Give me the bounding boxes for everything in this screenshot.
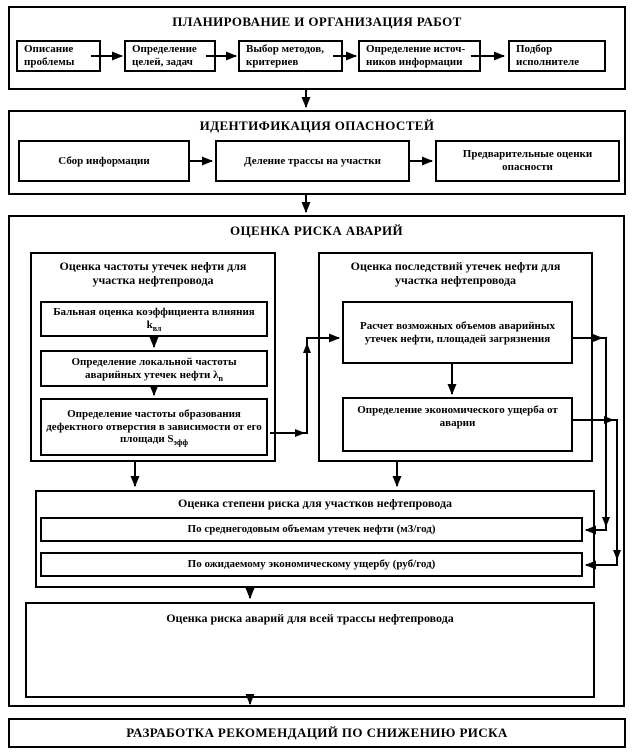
step-text: Бальная оценка коэффициента влияния — [53, 306, 255, 319]
section-identification — [8, 110, 626, 195]
step-label: Определение источ-ников информации — [366, 43, 466, 68]
step-influence-coefficient — [40, 301, 268, 337]
formula-subscript: эфф — [173, 438, 189, 448]
step-preliminary-assessment — [435, 140, 620, 182]
step-text: Определение частоты образования дефектного отверстия в зависимости от его площади — [46, 407, 262, 446]
step-define-sources — [358, 40, 481, 72]
step-economic-damage — [342, 397, 573, 452]
step-label: Выбор методов, критериев — [246, 43, 324, 68]
step-label: Сбор информации — [58, 154, 150, 167]
panel-leak-frequency — [30, 252, 276, 462]
criterion-label: По среднегодовым объемам утечек нефти (м3/год) — [187, 523, 436, 536]
formula-subscript: n — [218, 373, 223, 383]
step-label — [42, 407, 266, 448]
formula-symbol: k — [146, 319, 153, 331]
section-risk-assessment — [8, 215, 625, 707]
step-label: Предварительные оценки опасности — [462, 148, 593, 173]
step-choose-methods — [238, 40, 343, 72]
step-describe-problem — [16, 40, 101, 72]
criterion-annual-leak-volume — [40, 517, 583, 542]
formula-symbol: λ — [213, 368, 219, 381]
formula-symbol: S — [167, 433, 174, 446]
step-label: Определение экономического ущерба от аварии — [357, 404, 558, 429]
step-define-goals — [124, 40, 216, 72]
panel-risk-degree-title: Оценка степени риска для участков нефтепровода — [177, 496, 453, 510]
section-planning-title: ПЛАНИРОВАНИЕ И ОРГАНИЗАЦИЯ РАБОТ — [172, 14, 462, 29]
box-whole-route-risk-label: Оценка риска аварий для всей трассы нефтепровода — [166, 611, 454, 625]
section-recommendations — [8, 718, 626, 748]
panel-risk-degree — [35, 490, 595, 588]
step-divide-route — [215, 140, 410, 182]
criterion-label: По ожидаемому экономическому ущербу (руб/год) — [187, 558, 436, 571]
panel-leak-frequency-title: Оценка частоты утечек нефти для участка нефтепровода — [59, 259, 247, 288]
step-label — [42, 305, 266, 333]
step-text: Определение локальной частоты аварийных утечек нефти — [71, 355, 237, 381]
step-label: Описание проблемы — [24, 43, 75, 68]
step-label — [42, 355, 266, 383]
step-label: Определение целей, задач — [132, 43, 197, 68]
panel-leak-consequences-title: Оценка последствий утечек нефти для участка нефтепровода — [350, 259, 561, 288]
section-recommendations-title: РАЗРАБОТКА РЕКОМЕНДАЦИЙ ПО СНИЖЕНИЮ РИСКА — [126, 725, 508, 740]
step-label: Расчет возможных объемов аварийных утечек нефти, площадей загрязнения — [360, 319, 555, 345]
step-label: Деление трассы на участки — [244, 154, 381, 167]
step-leak-volumes — [342, 301, 573, 364]
step-select-executors — [508, 40, 606, 72]
panel-leak-consequences — [318, 252, 593, 462]
section-planning — [8, 6, 626, 90]
criterion-expected-damage — [40, 552, 583, 577]
section-risk-title: ОЦЕНКА РИСКА АВАРИЙ — [230, 223, 403, 238]
step-defect-hole-frequency — [40, 398, 268, 456]
box-whole-route-risk — [25, 602, 595, 698]
formula-subscript: вл — [152, 324, 162, 334]
section-identification-title: ИДЕНТИФИКАЦИЯ ОПАСНОСТЕЙ — [199, 118, 435, 133]
step-collect-info — [18, 140, 190, 182]
step-local-frequency — [40, 350, 268, 387]
step-label: Подбор исполнителе — [516, 43, 580, 68]
